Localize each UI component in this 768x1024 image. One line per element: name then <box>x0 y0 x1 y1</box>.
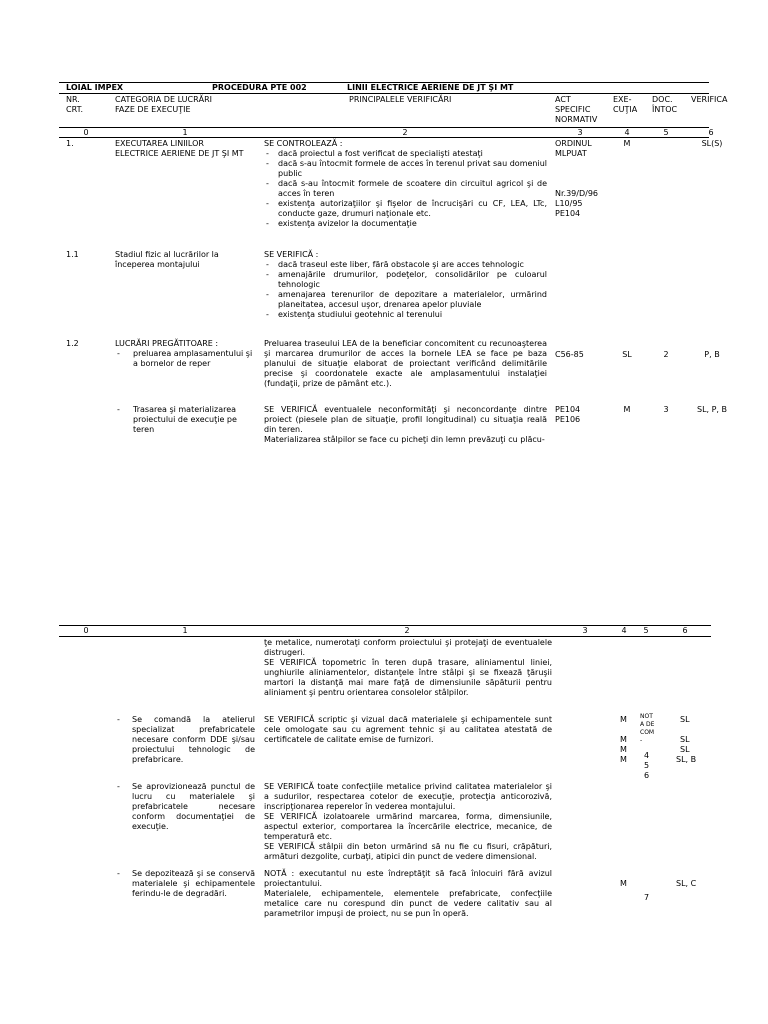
col-number: 2 <box>402 128 408 137</box>
check-item: - dacă traseul este liber, fără obstacole şi are acces tehnologic <box>264 260 547 270</box>
executia-value: SL <box>622 350 632 359</box>
row-category <box>115 405 255 435</box>
check-item: - amenajarea terenurilor de depozitare a materialelor, urmărind planeitatea, accesul uşor, drenarea apelor pluviale <box>264 290 547 310</box>
doc-value: 2 <box>663 350 669 359</box>
col-number: 5 <box>663 128 669 137</box>
check-item: - amenajările drumurilor, podeţelor, consolidărilor pe culoarul tehnologic <box>264 270 547 290</box>
verification-text: Materializarea stâlpilor se face cu picheţi din lemn prevăzuţi cu plăcu- <box>264 435 545 444</box>
verifica-value: P, B <box>704 350 720 359</box>
document-title: LINII ELECTRICE AERIENE DE JT ŞI MT <box>347 83 514 92</box>
col-number: 4 <box>624 128 630 137</box>
row-verifications: SE VERIFICĂ scriptic şi vizual dacă materialele şi echipamentele sunt cele omologate sau cu agrement tehnic şi au calitatea atestată de certificatele de calitate emise de furnizori. <box>264 715 552 744</box>
col-number: 3 <box>577 128 583 137</box>
check-item: - dacă s-au întocmit formele de acces în terenul privat sau domeniul public <box>264 159 547 179</box>
col-header-categoria: CATEGORIA DE LUCRĂRI FAZE DE EXECUŢIE <box>115 95 213 114</box>
verification-text: SE VERIFICĂ topometric în teren după trasare, aliniamentul liniei, unghiurile aliniamentelor, distanţele între stâlpi şi se fixează ţăruşii martori la distanţă mai mare faţă de dimensiunile săpăturii pentru aliniament şi pentru orientarea consolelor stâlpilor. <box>264 658 552 697</box>
row-verifications <box>264 250 547 320</box>
verification-text: SE VERIFICĂ eventualele neconformităţi şi neconcordanţe dintre proiect (piesele plan de situaţie, profil longitudinal) cu situaţia reală din teren. <box>264 405 547 434</box>
verifica-value: SL <box>680 715 690 724</box>
row-category: EXECUTAREA LINIILOR ELECTRICE AERIENE DE JT ŞI MT <box>115 139 244 158</box>
col-number: 6 <box>708 128 714 137</box>
verification-text: NOTĂ : executantul nu este îndreptăţit să facă înlocuiri fără avizul proiectantului. <box>264 869 552 888</box>
procedure-code: PROCEDURA PTE 002 <box>212 83 307 92</box>
check-item: - existenţa studiului geotehnic al terenului <box>264 310 547 320</box>
col-number: 3 <box>582 626 588 635</box>
executia-value: M <box>623 139 631 148</box>
executia-value: M <box>620 715 627 724</box>
category-item: - Se depozitează şi se conservă materialele şi echipamentele ferindu-le de degradări. <box>115 869 255 899</box>
category-item: - Trasarea şi materializarea proiectului de execuţie pe teren <box>115 405 255 435</box>
col-number: 4 <box>621 626 627 635</box>
col-number: 1 <box>182 626 188 635</box>
page2-colnum-rule <box>59 636 711 637</box>
row-verifications <box>264 869 552 919</box>
col-header-verifica: VERIFICA <box>691 95 728 104</box>
executia-value: M <box>620 879 627 888</box>
row-category <box>115 715 255 765</box>
verification-text: Materialele, echipamentele, elementele prefabricate, confecţiile metalice care nu corespund din punct de vedere calitativ sau al parametrilor impuşi de proiect, nu se pun în operă. <box>264 889 552 918</box>
verifica-value: SL, P, B <box>696 405 728 414</box>
row-number: 1.1 <box>66 250 79 259</box>
executia-value: M <box>623 405 631 414</box>
executia-value: M <box>620 745 627 754</box>
row-number: 1. <box>66 139 74 148</box>
continued-verifications <box>264 638 552 698</box>
lead-label: SE CONTROLEAZĂ : <box>264 139 343 148</box>
verifica-value: SL(S) <box>701 139 723 148</box>
check-item: - existenţa autorizaţiilor şi fişelor de încrucişări cu CF, LEA, LTc, conducte gaze, drumuri naţionale etc. <box>264 199 547 219</box>
category-item: - preluarea amplasamentului şi a bornelor de reper <box>115 349 255 369</box>
lead-label: SE VERIFICĂ : <box>264 250 319 259</box>
verifica-value: SL, C <box>676 879 697 888</box>
executia-value: M <box>620 735 627 744</box>
verifica-value: SL <box>680 745 690 754</box>
category-title: LUCRĂRI PREGĂTITOARE : <box>115 339 219 348</box>
verifica-value: SL, B <box>676 755 697 764</box>
row-number: 1.2 <box>66 339 79 348</box>
col-number: 0 <box>83 626 89 635</box>
company-name: LOIAL IMPEX <box>66 83 124 92</box>
header-rule <box>59 93 709 94</box>
act-normativ: C56-85 <box>555 350 584 359</box>
col-header-act: ACT SPECIFIC NORMATIV <box>555 95 598 124</box>
col-header-verificari: PRINCIPALELE VERIFICĂRI <box>349 95 452 104</box>
row-category <box>115 782 255 832</box>
check-item: - dacă proiectul a fost verificat de specialişti atestaţi <box>264 149 547 159</box>
colnum-bottom-rule <box>59 137 709 138</box>
row-verifications <box>264 405 547 445</box>
check-item: - dacă s-au întocmit formele de scoatere din circuitul agricol şi de acces în teren <box>264 179 547 199</box>
row-verifications: Preluarea traseului LEA de la beneficiar concomitent cu recunoaşterea şi marcarea drumurilor de acces la bornele LEA se face pe baza planului de situaţie elaborat de proiectant verificând delimitările precise şi coordonatele exacte ale amplasamentului instalaţiei (fundaţii, prize de pământ etc.). <box>264 339 547 388</box>
verification-text: SE VERIFICĂ izolatoarele urmărind marcarea, forma, dimensiunile, aspectul exterior, comportarea la încercările electrice, mecanice, de temperatură etc. <box>264 812 552 841</box>
row-category <box>115 869 255 899</box>
doc-value: 4 5 6 <box>644 751 650 780</box>
col-number: 0 <box>83 128 89 137</box>
row-verifications <box>264 782 552 862</box>
verification-text: SE VERIFICĂ stâlpii din beton urmărind să nu fie cu fisuri, crăpături, armături dezgolite, curbaţi, atipici din punct de vedere dimensional. <box>264 842 552 861</box>
verifica-value: SL <box>680 735 690 744</box>
act-normativ: PE104 PE106 <box>555 405 581 424</box>
category-item: - Se comandă la atelierul specializat prefabricatele necesare conform DDE şi/sau proiectului tehnologic de prefabricare. <box>115 715 255 765</box>
col-header-doc: DOC. ÎNTOC <box>652 95 678 114</box>
col-number: 1 <box>182 128 188 137</box>
row-category <box>115 339 255 369</box>
row-verifications <box>264 139 547 229</box>
doc-value: 7 <box>644 893 650 902</box>
col-header-nr: NR. CRT. <box>66 95 84 114</box>
check-item: - existenţa avizelor la documentaţie <box>264 219 547 229</box>
col-number: 6 <box>682 626 688 635</box>
doc-value: 3 <box>663 405 669 414</box>
category-item: - Se aprovizionează punctul de lucru cu materialele şi prefabricatele necesare conform documentaţiei de execuţie. <box>115 782 255 832</box>
verification-text: ţe metalice, numerotaţi conform proiectului şi protejaţi de eventualele distrugeri. <box>264 638 552 657</box>
act-normativ: ORDINUL MLPUAT Nr.39/D/96 L10/95 PE104 <box>555 139 598 218</box>
col-number: 5 <box>643 626 649 635</box>
verification-text: SE VERIFICĂ toate confecţiile metalice privind calitatea materialelor şi a sudurilor, respectarea cotelor de execuţie, protecţia anticorozivă, inscripţionarea reperelor în vederea montajului. <box>264 782 552 811</box>
executia-value: M <box>620 755 627 764</box>
row-category: Stadiul fizic al lucrărilor la începerea montajului <box>115 250 219 269</box>
col-number: 2 <box>404 626 410 635</box>
col-header-executia: EXE- CUŢIA <box>613 95 638 114</box>
doc-note: NOT A DE COM - <box>640 713 655 744</box>
